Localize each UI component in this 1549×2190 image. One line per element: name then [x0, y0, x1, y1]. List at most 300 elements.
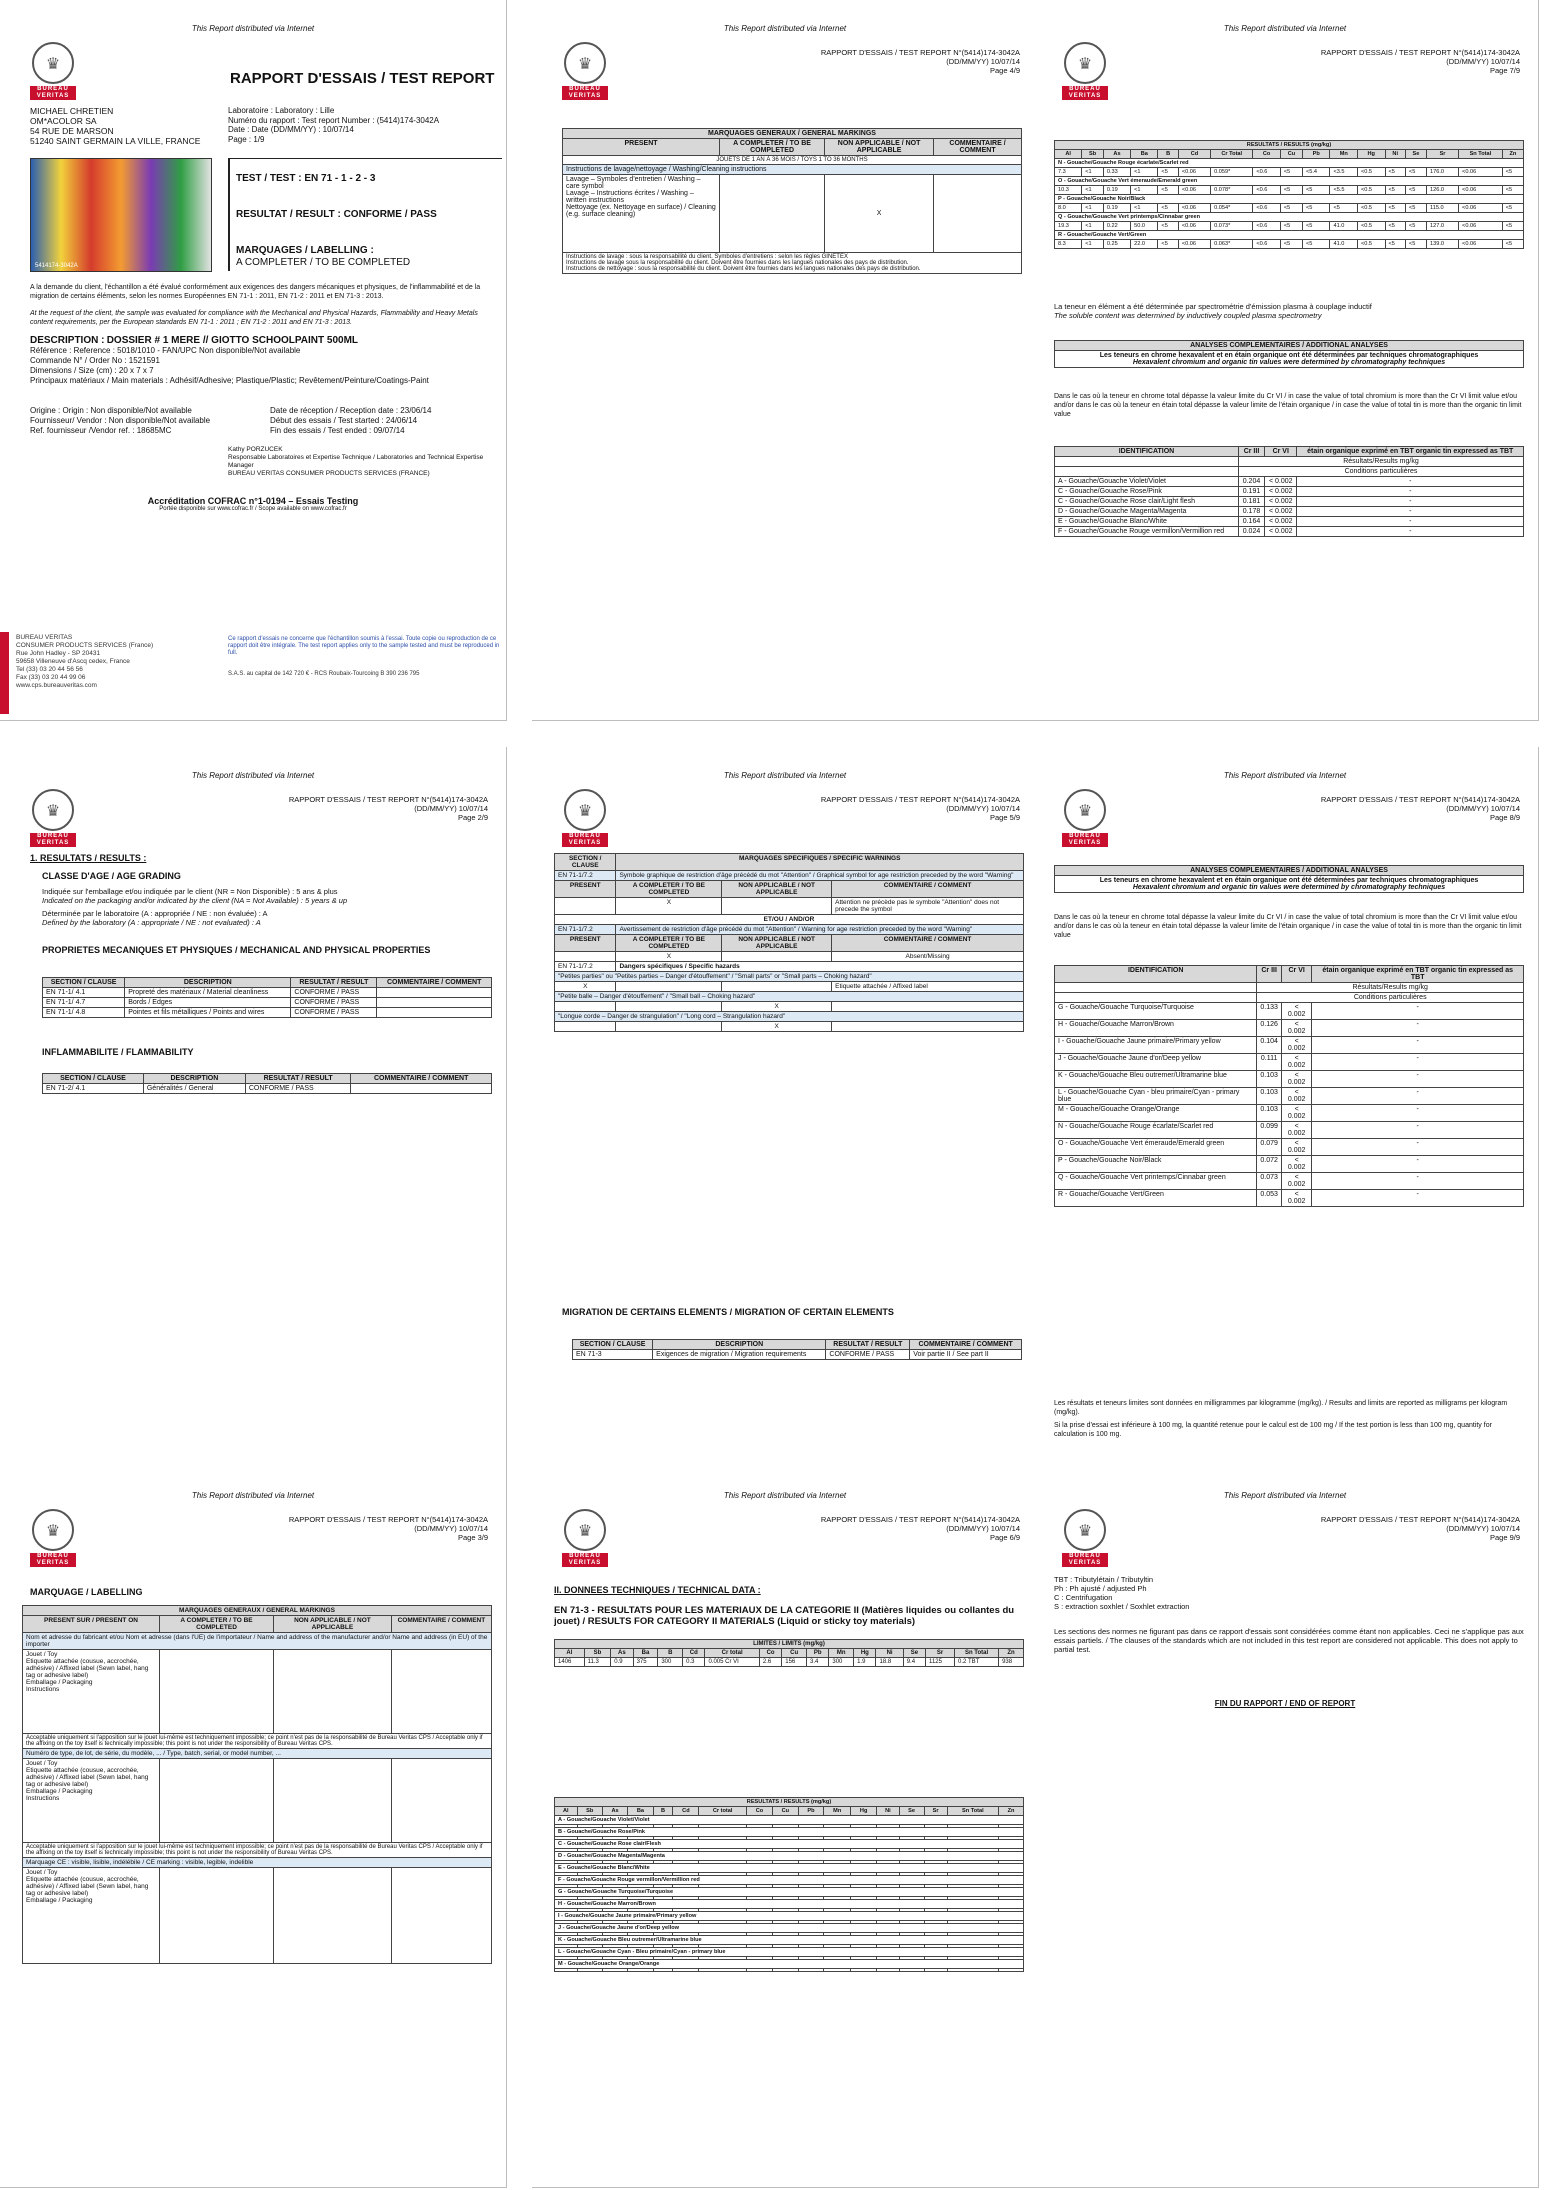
sample-name: O - Gouache/Gouache Vert émeraude/Emerald green — [1055, 1139, 1257, 1156]
sample-name: D - Gouache/Gouache Magenta/Magenta — [555, 1852, 1024, 1861]
table-row — [1055, 507, 1524, 517]
limit-cell: 0.3 — [683, 1658, 705, 1667]
page-header: RAPPORT D'ESSAIS / TEST REPORT N°(5414)174-3042A (DD/MM/YY) 10/07/14 Page 6/9 — [820, 1515, 1020, 1542]
element-header: Sr — [1427, 150, 1459, 159]
value-cell: - — [1312, 1020, 1524, 1037]
element-header: As — [611, 1649, 633, 1658]
bureau-veritas-logo: ♛ BUREAU VERITAS — [562, 789, 608, 847]
limits-table — [554, 1639, 1024, 1667]
value-cell: 41.0 — [1330, 240, 1358, 249]
dates-block: Origine : Origin : Non disponible/Not available Fournisseur/ Vendor : Non disponible/Not available Ref. fournisseur /Vendor ref. : 18685MC Date de réception / Reception date : 23/06/14 Début des essais / Test started : 24/06/14 Fin des essais / Test ended : 09/07/14 — [30, 406, 432, 435]
value-cell: <5 — [1302, 222, 1330, 231]
value-cell: <5 — [1385, 222, 1405, 231]
value-cell: - — [1297, 497, 1524, 507]
value-cell — [577, 1969, 602, 1972]
value-cell: <5.4 — [1302, 168, 1330, 177]
value-cell: <0.5 — [1357, 240, 1385, 249]
sample-name: E - Gouache/Gouache Blanc/White — [555, 1864, 1024, 1873]
sample-name: M - Gouache/Gouache Orange/Orange — [1055, 1105, 1257, 1122]
value-cell: 127.0 — [1427, 222, 1459, 231]
value-cell: <0.06 — [1178, 204, 1210, 213]
value-cell — [851, 1969, 877, 1972]
table-row — [1055, 497, 1524, 507]
migration-table: SECTION / CLAUSE DESCRIPTION RESULTAT / RESULT COMMENTAIRE / COMMENT EN 71-3 Exigences de migration / Migration requirements CONFORME / PASS Voir partie II / See part II — [572, 1339, 1022, 1360]
page-header: RAPPORT D'ESSAIS / TEST REPORT N°(5414)174-3042A (DD/MM/YY) 10/07/14 Page 3/9 — [288, 1515, 488, 1542]
report-page-7: This Report distributed via Internet ♛ BUREAU VERITAS RAPPORT D'ESSAIS / TEST REPORT N°(5414)174-3042A (DD/MM/YY) 10/07/14 Page 7/9 RESULTATS / RESULTS (mg/kg) Al Sb As Ba B Cd Cr Total Co Cu Pb Mn Hg Ni Se Sr Sn Total Zn N - Gouache/Gouache Rouge écarlate/Scarlet red 7.3 <1 0.33 <1 <5 <0.06 0.059* <0.6 <5 <5.4 <3.5 <0.5 <5 <5 176.0 <0.06 <5 O - Gouache/Gouache Vert émeraude/Emerald green 10.3 <1 0.19 <1 <5 <0.06 0.078* <0.6 <5 <5 <5.5 <0.5 <5 <5 126.0 <0.06 <5 P - Gouache/Gouache Noir/Black 8.0 <1 0.19 <1 <5 <0.06 0.054* <0.6 <5 <5 <5 <0.5 <5 <5 115.0 <0.06 <5 Q - Gouache/Gouache Vert printemps/Cinnabar green 19.3 <1 0.22 50.0 <5 <0.06 0.073* <0.6 <5 <5 41.0 <0.5 <5 <5 127.0 <0.06 <5 R - Gouache/Gouache Vert/Green 8.3 <1 0.25 22.0 <5 <0.06 0.063* <0.6 <5 <5 41.0 <0.5 <5 <5 139.0 <0.06 <5 La teneur en élément a été déterminée par spectrométrie d'émission plasma à couplage inductif The soluble content was determined by inductively coupled plasma spectrometry ANALYSES COMPLEMENTAIRES / ADDITIONAL ANALYSES Les teneurs en chrome hexavalent et en étain organique ont été déterminées par techniques chromatographiques Hexavalent chromium and organic tin values were determined by chromatography techniques Dans le cas où la teneur en chrome total dépasse la valeur limite du Cr VI / in case the value of total chromium is more than the Cr VI limit value et/ou and/or dans le cas où la teneur en étain total dépasse la valeur limite de l'étain organique / in case the value of total tin is more than the organic tin limit value IDENTIFICATION Cr III Cr VI étain organique exprimé en TBT organic tin expressed as TBT Résultats/Results mg/kg Conditions particulières A - Gouache/Gouache Violet/Violet 0.204 < 0.002 - C - Gouache/Gouache Rose/Pink 0.191 < 0.002 - C - Gouache/Gouache Rose clair/Light flesh 0.181 < 0.002 - D - Gouache/Gouache Magenta/Magenta 0.178 < 0.002 - E - Gouache/Gouache Blanc/White 0.164 < 0.002 - F - Gouache/Gouache Rouge vermillon/Vermillion red 0.024 < 0.002 - — [1032, 0, 1539, 721]
value-cell — [628, 1969, 653, 1972]
value-cell: 0.103 — [1257, 1071, 1282, 1088]
element-header: Sb — [577, 1807, 602, 1816]
table-row — [555, 1924, 1024, 1933]
value-cell: - — [1312, 1071, 1524, 1088]
sample-name: C - Gouache/Gouache Rose clair/Flesh — [555, 1840, 1024, 1849]
element-header: B — [658, 1649, 683, 1658]
limit-cell: 0.005 Cr VI — [705, 1658, 759, 1667]
sample-name: R - Gouache/Gouache Vert/Green — [1055, 1190, 1257, 1207]
table-row — [1055, 1173, 1524, 1190]
sample-name: O - Gouache/Gouache Vert émeraude/Emerald green — [1055, 177, 1524, 186]
seal-icon: ♛ — [32, 42, 74, 84]
value-cell: <5 — [1280, 222, 1302, 231]
limit-cell: 3.4 — [807, 1658, 829, 1667]
value-cell: <1 — [1131, 204, 1158, 213]
units: Résultats/Results mg/kg — [1257, 983, 1524, 993]
additional-analyses-table: ANALYSES COMPLEMENTAIRES / ADDITIONAL ANALYSES Les teneurs en chrome hexavalent et en étain organique ont été déterminées par techniques chromatographiques Hexavalent chromium and organic tin values were determined by chromatography techniques — [1054, 340, 1524, 368]
value-cell: 0.181 — [1238, 497, 1264, 507]
element-header: Cr Total — [1211, 150, 1253, 159]
table-row — [1055, 222, 1524, 231]
value-cell: <5 — [1158, 168, 1178, 177]
column-header: étain organique exprimé en TBT organic tin expressed as TBT — [1297, 447, 1524, 457]
value-cell: <1 — [1131, 186, 1158, 195]
table-row — [555, 1948, 1024, 1957]
element-header: Pb — [1302, 150, 1330, 159]
flammability-table: SECTION / CLAUSE DESCRIPTION RESULTAT / RESULT COMMENTAIRE / COMMENT EN 71-2/ 4.1 Généralités / General CONFORME / PASS — [42, 1073, 492, 1094]
element-header: Ni — [1385, 150, 1405, 159]
sample-name: H - Gouache/Gouache Marron/Brown — [1055, 1020, 1257, 1037]
element-header: Cu — [782, 1649, 807, 1658]
value-cell: - — [1297, 477, 1524, 487]
sample-name: A - Gouache/Gouache Violet/Violet — [1055, 477, 1239, 487]
value-cell: 0.25 — [1103, 240, 1130, 249]
column-header: étain organique exprimé en TBT organic tin expressed as TBT — [1312, 966, 1524, 983]
value-cell: <0.5 — [1357, 186, 1385, 195]
value-cell — [899, 1969, 924, 1972]
value-cell: 7.3 — [1055, 168, 1082, 177]
value-cell: 0.33 — [1103, 168, 1130, 177]
limit-cell: 18.8 — [876, 1658, 903, 1667]
element-header: Mn — [824, 1807, 851, 1816]
value-cell: - — [1312, 1190, 1524, 1207]
value-cell: <5 — [1502, 222, 1523, 231]
value-cell: <5 — [1385, 186, 1405, 195]
element-header: Zn — [1502, 150, 1523, 159]
sample-name: J - Gouache/Gouache Jaune d'or/Deep yellow — [1055, 1054, 1257, 1071]
value-cell: <0.06 — [1459, 204, 1503, 213]
value-cell: 0.111 — [1257, 1054, 1282, 1071]
value-cell: 41.0 — [1330, 222, 1358, 231]
value-cell: < 0.002 — [1265, 487, 1297, 497]
bureau-veritas-logo: ♛ BUREAU VERITAS — [30, 42, 76, 100]
value-cell: - — [1312, 1156, 1524, 1173]
sample-name: H - Gouache/Gouache Marron/Brown — [555, 1900, 1024, 1909]
element-header: Pb — [807, 1649, 829, 1658]
value-cell: - — [1312, 1003, 1524, 1020]
element-header: Se — [899, 1807, 924, 1816]
value-cell: - — [1312, 1122, 1524, 1139]
value-cell: < 0.002 — [1281, 1139, 1312, 1156]
seal-icon: ♛ — [564, 1509, 606, 1551]
limit-cell: 300 — [829, 1658, 854, 1667]
seal-icon: ♛ — [1064, 42, 1106, 84]
element-header: Zn — [999, 1649, 1024, 1658]
limit-cell: 0.9 — [611, 1658, 633, 1667]
column-header: Cr III — [1238, 447, 1264, 457]
table-row — [1055, 1054, 1524, 1071]
bureau-veritas-logo: ♛ BUREAU VERITAS — [562, 1509, 608, 1567]
element-header: Sn Total — [947, 1807, 998, 1816]
sample-name: A - Gouache/Gouache Violet/Violet — [555, 1816, 1024, 1825]
value-cell: < 0.002 — [1281, 1122, 1312, 1139]
element-header: Se — [903, 1649, 925, 1658]
table-row — [1055, 1139, 1524, 1156]
value-cell: <5 — [1302, 240, 1330, 249]
element-header: B — [653, 1807, 673, 1816]
limit-cell: 1125 — [926, 1658, 955, 1667]
value-cell — [653, 1969, 673, 1972]
report-page-6: This Report distributed via Internet ♛ BUREAU VERITAS RAPPORT D'ESSAIS / TEST REPORT N°(5414)174-3042A (DD/MM/YY) 10/07/14 Page 6/9 II. DONNEES TECHNIQUES / TECHNICAL DATA : EN 71-3 - RESULTATS POUR LES MATERIAUX DE LA CATEGORIE II (Matières liquides ou collantes du jouet) / RESULTS FOR CATEGORY II MATERIALS (Liquid or sticky toy materials) LIMITES / LIMITS (mg/kg) Al Sb As Ba B Cd Cr total Co Cu Pb Mn Hg Ni Se Sr Sn Total Zn 1406 11.3 0.9 375 300 0.3 0.005 Cr VI 2.6 156 3.4 300 1.9 18.8 9.4 1125 0.2 TBT 938 RESULTATS / RESULTS (mg/kg) Al Sb As Ba B Cd Cr total Co Cu Pb Mn Hg Ni Se Sr Sn Total Zn A - Gouache/Gouache Violet/Violet B - Gouache/Gouache Rose/Pink C - Gouache/Gouache Rose clair/Flesh D - Gouache/Gouache Magenta/Magenta E - Gouache/Gouache Blanc/White F - Gouache/Gouache Rouge vermillon/Vermillion red G - Gouache/Gouache Turquoise/Turquoise H - Gouache/Gouache Marron/Brown I - Gouache/Gouache Jaune primaire/Primary yellow J - Gouache/Gouache Jaune d'or/Deep yellow K - Gouache/Gouache Bleu outremer/Ultramarine blue L - Gouache/Gouache Cyan - Bleu primaire/Cyan - primary blue M - Gouache/Gouache Orange/Orange — [532, 1467, 1039, 2188]
table-row — [1055, 517, 1524, 527]
table-row — [1055, 1088, 1524, 1105]
value-cell — [947, 1969, 998, 1972]
value-cell — [602, 1969, 627, 1972]
table-row — [555, 1852, 1024, 1861]
value-cell: < 0.002 — [1281, 1105, 1312, 1122]
value-cell: - — [1312, 1054, 1524, 1071]
closing-note: Les sections des normes ne figurant pas dans ce rapport d'essais sont considérées comme étant non applicables. Ceci ne s'applique pas aux essais partiels. / The clauses of the standards which are not included in this test report are considered not applicable. This does not apply to partial test. — [1054, 1627, 1524, 1654]
table-row — [555, 1960, 1024, 1969]
element-header: Cd — [673, 1807, 699, 1816]
icp-note: La teneur en élément a été déterminée par spectrométrie d'émission plasma à couplage inductif The soluble content was determined by inductively coupled plasma spectrometry — [1054, 302, 1372, 320]
sample-name: K - Gouache/Gouache Bleu outremer/Ultramarine blue — [555, 1936, 1024, 1945]
table-title: RESULTATS / RESULTS (mg/kg) — [1055, 141, 1524, 150]
report-page-3: This Report distributed via Internet ♛ BUREAU VERITAS RAPPORT D'ESSAIS / TEST REPORT N°(5414)174-3042A (DD/MM/YY) 10/07/14 Page 3/9 MARQUAGE / LABELLING MARQUAGES GENERAUX / GENERAL MARKINGS PRESENT SUR / PRESENT ON A COMPLETER / TO BE COMPLETED NON APPLICABLE / NOT APPLICABLE COMMENTAIRE / COMMENT Nom et adresse du fabricant et/ou Nom et adresse (dans l'UE) de l'importateur / Name and address of the manufacturer and/or Name and address (in EU) of the importer Jouet / Toy Etiquette attachée (cousue, accrochée, adhésive) / Affixed label (Sewn label, hang tag or adhesive label) Emballage / Packaging Instructions Acceptable uniquement si l'apposition sur le jouet lui-même est techniquement impossible; ce point n'est pas de la responsabilité de Bureau Veritas CPS / Acceptable only if the affixing on the toy itself is technically impossible; this point is not under the responsibility of Bureau Veritas CPS. Numéro de type, de lot, de série, du modèle, ... / Type, batch, serial, or model number, ... Jouet / Toy Etiquette attachée (cousue, accrochée, adhésive) / Affixed label (Sewn label, hang tag or adhesive label) Emballage / Packaging Instructions Acceptable uniquement si l'apposition sur le jouet lui-même est techniquement impossible; ce point n'est pas de la responsabilité de Bureau Veritas CPS / Acceptable only if the affixing on the toy itself is technically impossible; this point is not under the responsibility of Bureau Veritas CPS. Marquage CE : visible, lisible, indélébile / CE marking : visible, legible, indelible Jouet / Toy Etiquette attachée (cousue, accrochée, adhésive) / Affixed label (Sewn label, hang tag or adhesive label) Emballage / Packaging — [0, 1467, 507, 2188]
bureau-veritas-logo: ♛ BUREAU VERITAS — [562, 42, 608, 100]
value-cell: < 0.002 — [1281, 1190, 1312, 1207]
sample-name: L - Gouache/Gouache Cyan - bleu primaire/Cyan - primary blue — [1055, 1088, 1257, 1105]
conditions: Conditions particulières — [1257, 993, 1524, 1003]
value-cell: < 0.002 — [1281, 1003, 1312, 1020]
sample-name: I - Gouache/Gouache Jaune primaire/Primary yellow — [1055, 1037, 1257, 1054]
column-header: Cr III — [1257, 966, 1282, 983]
page-header: RAPPORT D'ESSAIS / TEST REPORT N°(5414)174-3042A (DD/MM/YY) 10/07/14 Page 9/9 — [1320, 1515, 1520, 1542]
element-header: Ni — [877, 1807, 900, 1816]
element-header: Ba — [628, 1807, 653, 1816]
sample-photo: 5414174-3042A — [30, 158, 212, 272]
value-cell — [555, 1969, 578, 1972]
value-cell — [673, 1969, 699, 1972]
value-cell: 0.059* — [1211, 168, 1253, 177]
value-cell: <5 — [1280, 168, 1302, 177]
value-cell — [772, 1969, 798, 1972]
element-header: Cd — [1178, 150, 1210, 159]
element-header: Sn Total — [1459, 150, 1503, 159]
value-cell: <5 — [1280, 186, 1302, 195]
value-cell: - — [1297, 487, 1524, 497]
column-header: IDENTIFICATION — [1055, 966, 1257, 983]
sample-name: M - Gouache/Gouache Orange/Orange — [555, 1960, 1024, 1969]
value-cell: <1 — [1131, 168, 1158, 177]
value-cell: - — [1312, 1105, 1524, 1122]
sample-name: Q - Gouache/Gouache Vert printemps/Cinnabar green — [1055, 213, 1524, 222]
element-header: Cd — [683, 1649, 705, 1658]
value-cell: <5 — [1502, 186, 1523, 195]
element-header: As — [602, 1807, 627, 1816]
element-header: Co — [746, 1807, 772, 1816]
value-cell: <5 — [1502, 168, 1523, 177]
value-cell: <0.06 — [1178, 222, 1210, 231]
abbreviations: TBT : Tributylétain / Tributyltin Ph : Ph ajusté / adjusted Ph C : Centrifugation S : extraction soxhlet / Soxhlet extraction — [1054, 1575, 1190, 1611]
value-cell: < 0.002 — [1281, 1054, 1312, 1071]
results-table — [1054, 140, 1524, 249]
value-cell: 0.079 — [1257, 1139, 1282, 1156]
value-cell — [746, 1969, 772, 1972]
value-cell: 0.054* — [1211, 204, 1253, 213]
value-cell: 115.0 — [1427, 204, 1459, 213]
value-cell: <5 — [1405, 204, 1426, 213]
sample-name: B - Gouache/Gouache Rose/Pink — [555, 1828, 1024, 1837]
value-cell: <5 — [1405, 240, 1426, 249]
conditions: Conditions particulières — [1238, 467, 1523, 477]
value-cell: <0.06 — [1178, 240, 1210, 249]
value-cell: < 0.002 — [1281, 1037, 1312, 1054]
value-cell: <5.5 — [1330, 186, 1358, 195]
intro-fr: A la demande du client, l'échantillon a été évalué conformément aux exigences des dangers mécaniques et physiques, de l'inflammabilité et de la migration de certains éléments, selon les normes Européennes EN 71-1 : 2011, EN 71-2 : 2011 et EN 71-3 : 2013. — [30, 284, 481, 300]
value-cell: <5 — [1302, 204, 1330, 213]
table-row — [555, 1969, 1024, 1972]
value-cell: <5 — [1405, 186, 1426, 195]
value-cell: < 0.002 — [1265, 507, 1297, 517]
table-title: RESULTATS / RESULTS (mg/kg) — [555, 1798, 1024, 1807]
bureau-veritas-logo: ♛ BUREAU VERITAS — [1062, 42, 1108, 100]
report-page-4: This Report distributed via Internet ♛ BUREAU VERITAS RAPPORT D'ESSAIS / TEST REPORT N°(5414)174-3042A (DD/MM/YY) 10/07/14 Page 4/9 MARQUAGES GENERAUX / GENERAL MARKINGS PRESENT A COMPLETER / TO BE COMPLETED NON APPLICABLE / NOT APPLICABLE COMMENTAIRE / COMMENT JOUETS DE 1 AN À 36 MOIS / TOYS 1 TO 36 MONTHS Instructions de lavage/nettoyage / Washing/Cleaning instructions Lavage – Symboles d'entretien / Washing – care symbol Lavage – Instructions écrites / Washing – written instructions Nettoyage (ex. Nettoyage en surface) / Cleaning (e.g. surface cleaning) X Instructions de lavage : sous la responsabilité du client. Symboles d'entretiens : selon les règles GINETEX Instructions de lavage sous la responsabilité du client. Doivent être fournies dans les langues nationales des pays de distribution. Instructions de nettoyage : sous la responsabilité du client. Doivent être fournies dans les langues nationales des pays de distribution. — [532, 0, 1039, 721]
element-header: Hg — [851, 1807, 877, 1816]
value-cell: 0.133 — [1257, 1003, 1282, 1020]
element-header: B — [1158, 150, 1178, 159]
sample-name: C - Gouache/Gouache Rose clair/Light flesh — [1055, 497, 1239, 507]
value-cell: <3.5 — [1330, 168, 1358, 177]
bureau-veritas-logo: ♛ BUREAU VERITAS — [30, 789, 76, 847]
table-row — [1055, 1105, 1524, 1122]
value-cell: 0.073* — [1211, 222, 1253, 231]
page-header: RAPPORT D'ESSAIS / TEST REPORT N°(5414)174-3042A (DD/MM/YY) 10/07/14 Page 2/9 — [288, 795, 488, 822]
value-cell: <5 — [1385, 168, 1405, 177]
element-header: Sr — [924, 1807, 947, 1816]
element-header: Ba — [633, 1649, 658, 1658]
value-cell: < 0.002 — [1281, 1173, 1312, 1190]
table-row — [1055, 1190, 1524, 1207]
value-cell: <0.5 — [1357, 222, 1385, 231]
limit-cell: 1406 — [555, 1658, 585, 1667]
labelling-table: MARQUAGES GENERAUX / GENERAL MARKINGS PRESENT SUR / PRESENT ON A COMPLETER / TO BE COMPLETED NON APPLICABLE / NOT APPLICABLE COMMENTAIRE / COMMENT Nom et adresse du fabricant et/ou Nom et adresse (dans l'UE) de l'importateur / Name and address of the manufacturer and/or Name and address (in EU) of the importer Jouet / Toy Etiquette attachée (cousue, accrochée, adhésive) / Affixed label (Sewn label, hang tag or adhesive label) Emballage / Packaging Instructions Acceptable uniquement si l'apposition sur le jouet lui-même est techniquement impossible; ce point n'est pas de la responsabilité de Bureau Veritas CPS / Acceptable only if the affixing on the toy itself is technically impossible; this point is not under the responsibility of Bureau Veritas CPS. Numéro de type, de lot, de série, du modèle, ... / Type, batch, serial, or model number, ... Jouet / Toy Etiquette attachée (cousue, accrochée, adhésive) / Affixed label (Sewn label, hang tag or adhesive label) Emballage / Packaging Instructions Acceptable uniquement si l'apposition sur le jouet lui-même est techniquement impossible; ce point n'est pas de la responsabilité de Bureau Veritas CPS / Acceptable only if the affixing on the toy itself is technically impossible; this point is not under the responsibility of Bureau Veritas CPS. Marquage CE : visible, lisible, indélébile / CE marking : visible, legible, indelible Jouet / Toy Etiquette attachée (cousue, accrochée, adhésive) / Affixed label (Sewn label, hang tag or adhesive label) Emballage / Packaging — [22, 1605, 492, 1964]
value-cell: - — [1312, 1139, 1524, 1156]
value-cell: <5 — [1158, 222, 1178, 231]
element-header: Co — [1253, 150, 1281, 159]
general-markings-table: MARQUAGES GENERAUX / GENERAL MARKINGS PRESENT A COMPLETER / TO BE COMPLETED NON APPLICABLE / NOT APPLICABLE COMMENTAIRE / COMMENT JOUETS DE 1 AN À 36 MOIS / TOYS 1 TO 36 MONTHS Instructions de lavage/nettoyage / Washing/Cleaning instructions Lavage – Symboles d'entretien / Washing – care symbol Lavage – Instructions écrites / Washing – written instructions Nettoyage (ex. Nettoyage en surface) / Cleaning (e.g. surface cleaning) X Instructions de lavage : sous la responsabilité du client. Symboles d'entretiens : selon les règles GINETEX Instructions de lavage sous la responsabilité du client. Doivent être fournies dans les langues nationales des pays de distribution. Instructions de nettoyage : sous la responsabilité du client. Doivent être fournies dans les langues nationales des pays de distribution. — [562, 128, 1022, 274]
value-cell: 19.3 — [1055, 222, 1082, 231]
value-cell: < 0.002 — [1281, 1020, 1312, 1037]
table-row — [1055, 1122, 1524, 1139]
value-cell: <0.6 — [1253, 204, 1281, 213]
table-row — [555, 1936, 1024, 1945]
value-cell: < 0.002 — [1265, 497, 1297, 507]
value-cell: - — [1297, 507, 1524, 517]
value-cell: 0.178 — [1238, 507, 1264, 517]
table-row — [555, 1828, 1024, 1837]
page-header: RAPPORT D'ESSAIS / TEST REPORT N°(5414)174-3042A (DD/MM/YY) 10/07/14 Page 8/9 — [1320, 795, 1520, 822]
table-row — [1055, 487, 1524, 497]
value-cell: < 0.002 — [1265, 527, 1297, 537]
table-row — [1055, 195, 1524, 204]
value-cell: <5 — [1280, 204, 1302, 213]
value-cell: < 0.002 — [1265, 477, 1297, 487]
value-cell: <5 — [1280, 240, 1302, 249]
value-cell — [877, 1969, 900, 1972]
value-cell: 0.126 — [1257, 1020, 1282, 1037]
units: Résultats/Results mg/kg — [1238, 457, 1523, 467]
table-row — [555, 1658, 1024, 1667]
result-summary: TEST / TEST : EN 71 - 1 - 2 - 3 RESULTAT / RESULT : CONFORME / PASS MARQUAGES / LABELLING : A COMPLETER / TO BE COMPLETED — [228, 158, 502, 271]
table-row — [1055, 527, 1524, 537]
value-cell: <1 — [1082, 240, 1104, 249]
value-cell: 10.3 — [1055, 186, 1082, 195]
accreditation: Accréditation COFRAC n°1-0194 – Essais Testing Portée disponible sur www.cofrac.fr / Scope available on www.cofrac.fr — [147, 496, 359, 512]
value-cell: 0.19 — [1103, 186, 1130, 195]
element-header: Mn — [1330, 150, 1358, 159]
seal-icon: ♛ — [1064, 1509, 1106, 1551]
table-row — [1055, 186, 1524, 195]
element-header: Zn — [999, 1807, 1024, 1816]
sample-name: R - Gouache/Gouache Vert/Green — [1055, 231, 1524, 240]
table-row — [1055, 240, 1524, 249]
value-cell: <5 — [1502, 204, 1523, 213]
table-row — [1055, 213, 1524, 222]
table-row — [1055, 177, 1524, 186]
description-block: DESCRIPTION : DOSSIER # 1 MERE // GIOTTO SCHOOLPAINT 500ML Référence : Reference : 5018/1010 - FAN/UPC Non disponible/Not available Commande N° / Order No : 1521591 Dimensions / Size (cm) : 20 x 7 x 7 Principaux matériaux / Main materials : Adhésif/Adhesive; Plastique/Plastic; Revêtement/Peinture/Coatings-Paint — [30, 335, 429, 385]
value-cell: 8.0 — [1055, 204, 1082, 213]
sample-name: G - Gouache/Gouache Turquoise/Turquoise — [555, 1888, 1024, 1897]
value-cell: <0.6 — [1253, 240, 1281, 249]
limit-cell: 1.9 — [854, 1658, 876, 1667]
sample-name: C - Gouache/Gouache Rose/Pink — [1055, 487, 1239, 497]
report-title: RAPPORT D'ESSAIS / TEST REPORT — [230, 70, 495, 87]
value-cell: - — [1312, 1037, 1524, 1054]
value-cell: <5 — [1158, 186, 1178, 195]
client-address: MICHAEL CHRETIEN OM*ACOLOR SA 54 RUE DE MARSON 51240 SAINT GERMAIN LA VILLE, FRANCE — [30, 106, 201, 146]
value-cell: 8.3 — [1055, 240, 1082, 249]
value-cell: 0.191 — [1238, 487, 1264, 497]
limit-cell: 300 — [658, 1658, 683, 1667]
sample-name: K - Gouache/Gouache Bleu outremer/Ultramarine blue — [1055, 1071, 1257, 1088]
value-cell: <0.6 — [1253, 222, 1281, 231]
table-row — [555, 1864, 1024, 1873]
table-row — [1055, 1037, 1524, 1054]
table-row — [555, 1900, 1024, 1909]
page-header: RAPPORT D'ESSAIS / TEST REPORT N°(5414)174-3042A (DD/MM/YY) 10/07/14 Page 5/9 — [820, 795, 1020, 822]
value-cell: 139.0 — [1427, 240, 1459, 249]
value-cell — [999, 1969, 1024, 1972]
mechanical-table: SECTION / CLAUSE DESCRIPTION RESULTAT / RESULT COMMENTAIRE / COMMENT EN 71-1/ 4.1 Propreté des matériaux / Material cleanliness CONFORME / PASS EN 71-1/ 4.7 Bords / Edges CONFORME / PASS EN 71-1/ 4.8 Pointes et fils métalliques / Points and wires CONFORME / PASS — [42, 977, 492, 1018]
element-header: Cr total — [705, 1649, 759, 1658]
value-cell: - — [1312, 1173, 1524, 1190]
table-row — [1055, 1071, 1524, 1088]
value-cell: 22.0 — [1131, 240, 1158, 249]
value-cell: <5 — [1502, 240, 1523, 249]
tin-chromium-table — [1054, 446, 1524, 537]
table-row — [555, 1912, 1024, 1921]
limit-cell: 375 — [633, 1658, 658, 1667]
value-cell: <0.6 — [1253, 168, 1281, 177]
limit-cell: 9.4 — [903, 1658, 925, 1667]
report-page-1 — [0, 0, 507, 721]
bureau-veritas-logo: ♛ BUREAU VERITAS — [1062, 1509, 1108, 1567]
seal-icon: ♛ — [564, 42, 606, 84]
value-cell: <0.06 — [1459, 186, 1503, 195]
value-cell: <1 — [1082, 204, 1104, 213]
distribution-note: This Report distributed via Internet — [191, 24, 315, 33]
value-cell: 0.063* — [1211, 240, 1253, 249]
element-header: Se — [1405, 150, 1426, 159]
table-row — [555, 1840, 1024, 1849]
value-cell: 176.0 — [1427, 168, 1459, 177]
value-cell: <1 — [1082, 222, 1104, 231]
value-cell: <0.5 — [1357, 204, 1385, 213]
table-row — [555, 1888, 1024, 1897]
table-row — [1055, 1003, 1524, 1020]
value-cell: 0.104 — [1257, 1037, 1282, 1054]
sample-name: D - Gouache/Gouache Magenta/Magenta — [1055, 507, 1239, 517]
value-cell: <0.06 — [1178, 168, 1210, 177]
lab-info: Laboratoire : Laboratory : Lille Numéro du rapport : Test report Number : (5414)174-3042A Date : Date (DD/MM/YY) : 10/07/14 Page : 1/9 — [228, 106, 440, 144]
sample-name: J - Gouache/Gouache Jaune d'or/Deep yellow — [555, 1924, 1024, 1933]
limit-cell: 2.6 — [759, 1658, 781, 1667]
value-cell: 0.073 — [1257, 1173, 1282, 1190]
value-cell: 0.22 — [1103, 222, 1130, 231]
column-header: Cr VI — [1281, 966, 1312, 983]
footer-address: BUREAU VERITAS CONSUMER PRODUCTS SERVICES (France) Rue John Hadley - SP 20431 59658 Villeneuve d'Ascq cedex, France Tel (33) 03 20 44 56 56 Fax (33) 03 20 44 99 06 www.cps.bureauveritas.com — [16, 634, 154, 689]
column-header: Cr VI — [1265, 447, 1297, 457]
table-row — [1055, 1020, 1524, 1037]
report-page-2: This Report distributed via Internet ♛ BUREAU VERITAS RAPPORT D'ESSAIS / TEST REPORT N°(5414)174-3042A (DD/MM/YY) 10/07/14 Page 2/9 1. RESULTATS / RESULTS : CLASSE D'AGE / AGE GRADING Indiquée sur l'emballage et/ou indiquée par le client (NR = Non Disponible) : 5 ans & plus Indicated on the packaging and/or indicated by the client (NA = Not Available) : 5 years & up Déterminée par le laboratoire (A : appropriée / NE : non évaluée) : A Defined by the laboratory (A : appropriate / NE : not evaluated) : A PROPRIETES MECANIQUES ET PHYSIQUES / MECHANICAL AND PHYSICAL PROPERTIES SECTION / CLAUSE DESCRIPTION RESULTAT / RESULT COMMENTAIRE / COMMENT EN 71-1/ 4.1 Propreté des matériaux / Material cleanliness CONFORME / PASS EN 71-1/ 4.7 Bords / Edges CONFORME / PASS EN 71-1/ 4.8 Pointes et fils métalliques / Points and wires CONFORME / PASS INFLAMMABILITE / FLAMMABILITY SECTION / CLAUSE DESCRIPTION RESULTAT / RESULT COMMENTAIRE / COMMENT EN 71-2/ 4.1 Généralités / General CONFORME / PASS — [0, 747, 507, 1468]
element-header: Hg — [854, 1649, 876, 1658]
value-cell: <5 — [1158, 204, 1178, 213]
table-row — [555, 1876, 1024, 1885]
seal-icon: ♛ — [1064, 789, 1106, 831]
signature-block: Kathy PORZUCEK Responsable Laboratoires et Expertise Technique / Laboratories and Technical Expertise Manager BUREAU VERITAS CONSUMER PRODUCTS SERVICES (FRANCE) — [228, 446, 484, 477]
value-cell: - — [1297, 517, 1524, 527]
sample-name: N - Gouache/Gouache Rouge écarlate/Scarlet red — [1055, 159, 1524, 168]
value-cell: <0.5 — [1357, 168, 1385, 177]
value-cell — [824, 1969, 851, 1972]
sample-name: F - Gouache/Gouache Rouge vermillon/Vermillion red — [555, 1876, 1024, 1885]
value-cell: 0.164 — [1238, 517, 1264, 527]
value-cell: - — [1312, 1088, 1524, 1105]
value-cell: < 0.002 — [1281, 1088, 1312, 1105]
value-cell: - — [1297, 527, 1524, 537]
element-header: Cr total — [699, 1807, 747, 1816]
limit-cell: 0.2 TBT — [955, 1658, 999, 1667]
value-cell: 0.103 — [1257, 1105, 1282, 1122]
